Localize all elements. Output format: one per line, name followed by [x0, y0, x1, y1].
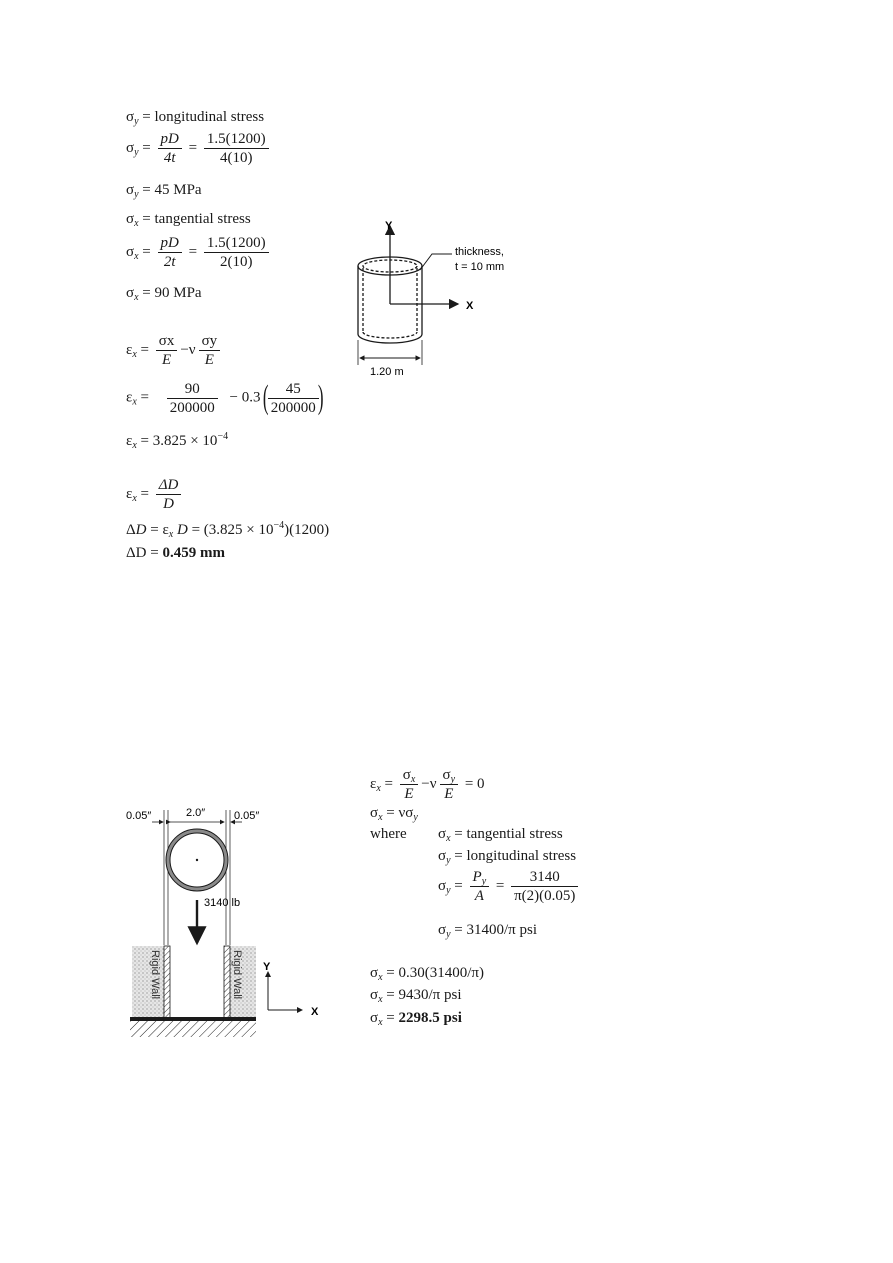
longitudinal-stress-result: $\sigma_y = 45$ MPa	[126, 182, 202, 200]
tangential-stress-equation: $\sigma_x$ = $\frac{pD}{2t}$ = $\frac{1.5(1200)}{2(10)}$	[126, 234, 272, 271]
longitudinal-stress-definition: $\sigma_y$ = longitudinal stress	[126, 109, 265, 127]
load-label: 3140 lb	[204, 897, 241, 909]
rigid-wall-left-label: Rigid Wall	[149, 950, 161, 1000]
thickness-label: thickness,	[455, 246, 504, 258]
diameter-label: 1.20 m	[370, 366, 404, 378]
delta-d-calculation: $\Delta D = \varepsilon_x$ $D = (3.825 \times 10^{-4})(1200)$	[126, 520, 330, 540]
tangential-stress-result: $\sigma_x = 90$ MPa	[126, 285, 202, 303]
strain-substituted-equation: $\varepsilon_x$ = $\frac{90}{200000}$ − 0.3( $\frac{45}{200000}$ )	[126, 379, 324, 416]
y-axis-label: Y	[263, 961, 271, 973]
thickness-value: t = 10 mm	[455, 261, 505, 273]
sy-fraction-equation: $\sigma_y$ = $\frac{P_y}{A}$ = $\frac{3140}{\pi(2)(0.05)}$	[438, 868, 581, 905]
tube-rigid-wall-figure	[122, 800, 342, 1045]
strain-general-equation: $\varepsilon_x$ = $\frac{\sigma x}{E}$ −ν $\frac{\sigma y}{E}$	[126, 332, 223, 369]
strain-definition: $\varepsilon_x$ = $\frac{\Delta D}{D}$	[126, 476, 184, 513]
x-axis-label: X	[466, 300, 474, 312]
tangential-stress-definition: $\sigma_x$ = tangential stress	[126, 211, 251, 229]
sy-definition: $\sigma_y$ = longitudinal stress	[438, 848, 577, 866]
where-label: where	[370, 826, 407, 842]
x-axis-label: X	[311, 1006, 319, 1018]
delta-d-final: ΔD = 0.459 mm	[126, 545, 225, 561]
left-wall-thickness-label: 0.05″	[126, 810, 152, 822]
longitudinal-stress-equation: $\sigma_y$ = $\frac{pD}{4t}$ = $\frac{1.5(1200)}{4(10)}$	[126, 130, 272, 167]
sx-calc-line2: $\sigma_x = 9430/\pi$ psi	[370, 987, 462, 1005]
ground-base	[130, 1017, 256, 1021]
sy-result: $\sigma_y = 31400/\pi$ psi	[438, 922, 538, 940]
sx-calc-line1: $\sigma_x = 0.30(31400/\pi)$	[370, 965, 484, 983]
sx-final-result: $\sigma_x = 2298.5$ psi	[370, 1010, 462, 1028]
strain-zero-equation: $\varepsilon_x$ = $\frac{\sigma_x}{E}$ −ν $\frac{\sigma_y}{E}$ = 0	[370, 767, 485, 802]
rigid-wall-right-label: Rigid Wall	[231, 950, 243, 1000]
thickness-leader	[420, 254, 452, 270]
sx-equals-nu-sy: $\sigma_x = \nu\sigma_y$	[370, 805, 418, 823]
pressure-vessel-figure	[340, 212, 540, 382]
right-wall-thickness-label: 0.05″	[234, 810, 260, 822]
strain-result: $\varepsilon_x = 3.825 \times 10^{-4}$	[126, 431, 229, 451]
diameter-label: 2.0″	[186, 807, 206, 819]
y-axis-label: Y	[385, 220, 393, 232]
sx-definition: $\sigma_x$ = tangential stress	[438, 826, 563, 844]
